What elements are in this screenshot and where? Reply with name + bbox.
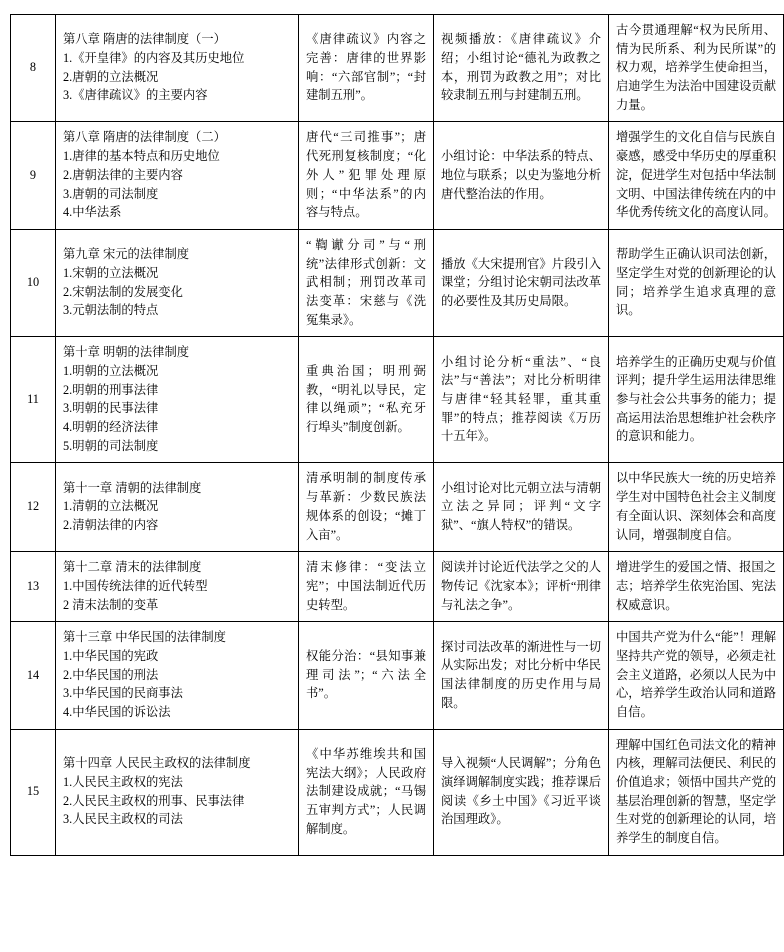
teaching-method	[434, 729, 609, 855]
content-line: 第十章 明朝的法律制度	[63, 345, 190, 360]
content-line: 3.人民民主政权的司法	[63, 812, 183, 827]
teaching-content	[56, 15, 299, 122]
row-number: 10	[11, 229, 56, 336]
content-line: 第十二章 清末的法律制度	[63, 560, 202, 575]
teaching-content	[56, 463, 299, 552]
teaching-goal	[609, 337, 784, 463]
goal-text: 以中华民族大一统的历史培养学生对中国特色社会主义制度有全面认识、深刻体会和高度认同，增强制度自信。	[616, 471, 776, 542]
case-text: 重典治国；明刑弼教，“明礼以导民，定律以绳顽”；“私充牙行埠头”制度创新。	[306, 364, 426, 435]
content-line: 3.唐朝的司法制度	[63, 186, 159, 201]
content-line: 3.明朝的民事法律	[63, 401, 159, 416]
case-text: 清承明制的制度传承与革新：少数民族法规体系的创设；“摊丁入亩”。	[306, 471, 426, 542]
content-line: 1.清朝的立法概况	[63, 499, 159, 514]
typical-case	[299, 337, 434, 463]
content-line: 2.明朝的刑事法律	[63, 382, 159, 397]
case-text: “鞫谳分司”与“刑统”法律形式创新：文武相制；刑罚改革司法变革：宋慈与《洗冤集录》。	[306, 237, 426, 327]
content-line: 4.中华民国的诉讼法	[63, 705, 171, 719]
teaching-content	[56, 622, 299, 729]
teaching-goal	[609, 122, 784, 229]
method-text: 小组讨论：中华法系的特点、地位与联系；以史为鉴地分析唐代整治法的作用。	[441, 149, 601, 201]
content-line: 2.唐朝法律的主要内容	[63, 167, 183, 182]
teaching-goal	[609, 552, 784, 622]
content-line: 1.人民民主政权的宪法	[63, 775, 183, 790]
content-line: 第十三章 中华民国的法律制度	[63, 630, 226, 645]
method-text: 探讨司法改革的渐进性与一切从实际出发；对比分析中华民国法律制度的历史作用与局限。	[441, 639, 601, 710]
content-line: 1.中国传统法律的近代转型	[63, 578, 208, 593]
content-line: 第八章 隋唐的法律制度（一）	[63, 32, 226, 47]
goal-text: 帮助学生正确认识司法创新，坚定学生对党的创新理论的认同；培养学生追求真理的意识。	[616, 247, 776, 318]
method-text: 导入视频“人民调解”；分角色演绎调解制度实践；推荐课后阅读《乡土中国》《习近平谈治国理政》。	[441, 756, 601, 827]
teaching-method	[434, 122, 609, 229]
teaching-content	[56, 337, 299, 463]
content-line: 5.明朝的司法制度	[63, 438, 159, 453]
goal-text: 增强学生的文化自信与民族自豪感，感受中华历史的厚重积淀，促进学生对包括中华法制文明、中国法律传统在内的中华优秀传统文化的高度认同。	[616, 130, 776, 220]
table-row	[11, 729, 784, 855]
row-number: 9	[11, 122, 56, 229]
case-text: 唐代“三司推事”；唐代死刑复核制度；“化外人”犯罪处理原则；“中华法系”的内容与特点。	[306, 130, 426, 220]
teaching-content	[56, 729, 299, 855]
syllabus-table	[10, 14, 784, 856]
row-number: 15	[11, 729, 56, 855]
typical-case	[299, 122, 434, 229]
content-line: 3.中华民国的民商事法	[63, 686, 183, 701]
content-line: 2.人民民主政权的刑事、民事法律	[63, 793, 245, 808]
teaching-goal	[609, 15, 784, 122]
content-line: 2 清末法制的变革	[63, 597, 159, 612]
case-text: 《唐律疏议》内容之完善：唐律的世界影响：“六部官制”；“封建制五刑”。	[306, 32, 426, 103]
content-line: 2.宋朝法制的发展变化	[63, 284, 183, 299]
content-line: 2.唐朝的立法概况	[63, 69, 159, 84]
teaching-method	[434, 463, 609, 552]
table-row	[11, 622, 784, 729]
table-body	[11, 15, 784, 856]
teaching-goal	[609, 622, 784, 729]
content-line: 1.唐律的基本特点和历史地位	[63, 149, 220, 164]
typical-case	[299, 729, 434, 855]
typical-case	[299, 229, 434, 336]
method-text: 小组讨论对比元朝立法与清朝立法之异同；评判“文字狱”、“旗人特权”的错误。	[441, 480, 601, 533]
content-line: 第九章 宋元的法律制度	[63, 247, 190, 262]
table-row	[11, 15, 784, 122]
teaching-content	[56, 122, 299, 229]
content-line: 2.清朝法律的内容	[63, 518, 159, 533]
content-line: 3.元朝法制的特点	[63, 303, 159, 318]
row-number: 14	[11, 622, 56, 729]
case-text: 权能分治：“县知事兼理司法”；“六法全书”。	[306, 648, 426, 701]
typical-case	[299, 622, 434, 729]
typical-case	[299, 552, 434, 622]
teaching-method	[434, 622, 609, 729]
table-row	[11, 229, 784, 336]
content-line: 3.《唐律疏议》的主要内容	[63, 88, 208, 103]
table-row	[11, 337, 784, 463]
goal-text: 理解中国红色司法文化的精神内核，理解司法便民、利民的价值追求；领悟中国共产党的基层治理创新的智慧，坚定学生对党的创新理论的认同，培养学生的制度自信。	[616, 737, 776, 846]
row-number: 12	[11, 463, 56, 552]
goal-text: 培养学生的正确历史观与价值评判；提升学生运用法律思维参与社会公共事务的能力；提高运用法治思想维护社会秩序的意识和能力。	[616, 354, 776, 444]
case-text: 《中华苏维埃共和国宪法大纲》；人民政府法制建设成就；“马锡五审判方式”；人民调解制度。	[306, 747, 426, 836]
row-number: 13	[11, 552, 56, 622]
method-text: 阅读并讨论近代法学之父的人物传记《沈家本》；评析“刑律与礼法之争”。	[441, 560, 601, 612]
content-line: 第十一章 清朝的法律制度	[63, 480, 202, 495]
teaching-method	[434, 15, 609, 122]
teaching-content	[56, 552, 299, 622]
row-number: 11	[11, 337, 56, 463]
table-row	[11, 552, 784, 622]
content-line: 第十四章 人民民主政权的法律制度	[63, 756, 251, 771]
case-text: 清末修律：“变法立宪”；中国法制近代历史转型。	[306, 560, 426, 612]
teaching-method	[434, 229, 609, 336]
content-line: 1.明朝的立法概况	[63, 364, 159, 378]
teaching-method	[434, 552, 609, 622]
method-text: 播放《大宋提刑官》片段引入课堂；分组讨论宋朝司法改革的必要性及其历史局限。	[441, 256, 601, 308]
goal-text: 古今贯通理解“权为民所用、情为民所系、利为民所谋”的权力观，培养学生使命担当，启迪学生为法治中国建设贡献力量。	[616, 23, 776, 112]
method-text: 视频播放：《唐律疏议》介绍；小组讨论“德礼为政教之本，刑罚为政教之用”；对比较隶制五刑与封建制五刑。	[441, 32, 601, 103]
content-line: 1.《开皇律》的内容及其历史地位	[63, 51, 245, 66]
typical-case	[299, 463, 434, 552]
teaching-content	[56, 229, 299, 336]
content-line: 2.中华民国的刑法	[63, 667, 159, 682]
row-number: 8	[11, 15, 56, 122]
table-row	[11, 122, 784, 229]
teaching-goal	[609, 463, 784, 552]
teaching-method	[434, 337, 609, 463]
goal-text: 增进学生的爱国之情、报国之志；培养学生依宪治国、宪法权威意识。	[616, 560, 776, 612]
content-line: 1.宋朝的立法概况	[63, 265, 159, 280]
table-row	[11, 463, 784, 552]
content-line: 4.明朝的经济法律	[63, 420, 159, 435]
content-line: 1.中华民国的宪政	[63, 648, 159, 663]
typical-case	[299, 15, 434, 122]
method-text: 小组讨论分析“重法”、“良法”与“善法”；对比分析明律与唐律“轻其轻罪，重其重罪”的特点；推荐阅读《万历十五年》。	[441, 354, 601, 444]
teaching-goal	[609, 729, 784, 855]
teaching-goal	[609, 229, 784, 336]
content-line: 第八章 隋唐的法律制度（二）	[63, 130, 226, 145]
content-line: 4.中华法系	[63, 205, 122, 220]
goal-text: 中国共产党为什么“能”！理解坚持共产党的领导，必须走社会主义道路，必须以人民为中心，培养学生政治认同和道路自信。	[616, 630, 776, 719]
